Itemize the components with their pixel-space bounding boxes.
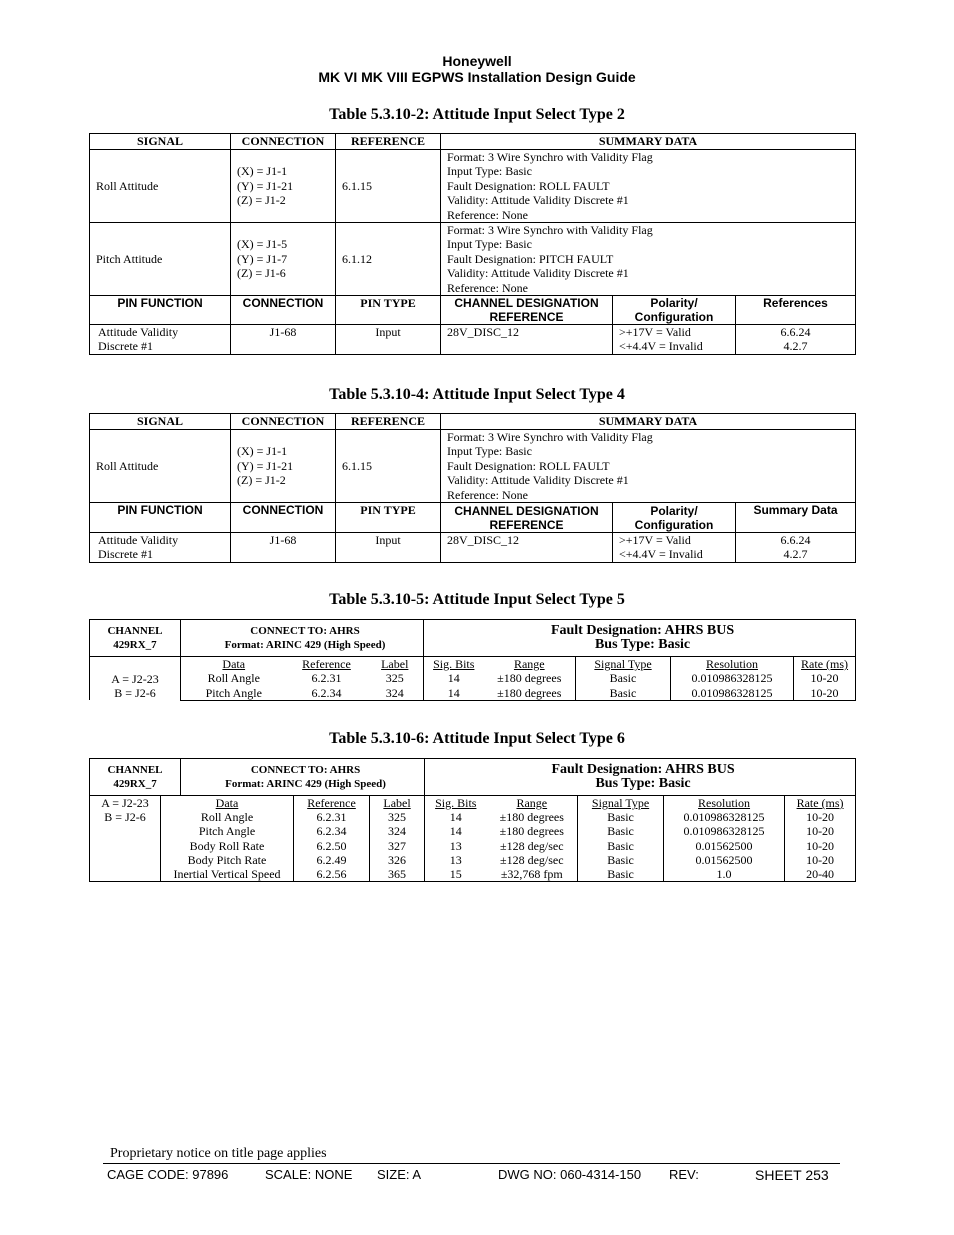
- range-cell: ±180 degrees: [484, 671, 576, 685]
- col-header-range: Range: [487, 796, 578, 811]
- resolution-cell: 0.010986328125: [664, 824, 785, 838]
- table-4-caption: Table 5.3.10-4: Attitude Input Select Type 4: [329, 386, 625, 403]
- rate-cell: 10-20: [785, 824, 856, 838]
- signal-type-cell: Basic: [578, 810, 664, 824]
- col-header-reference: Reference: [302, 657, 351, 672]
- range-cell: ±32,768 fpm: [487, 867, 578, 882]
- reference-cell: 6.2.34: [287, 686, 367, 701]
- pin-header-type: PIN TYPE: [336, 296, 441, 325]
- col-header-range: Range: [484, 657, 576, 672]
- sig-bits-cell: 14: [449, 810, 462, 825]
- sig-bits-cell: 13: [449, 838, 462, 853]
- data-cell: Roll Angle: [200, 810, 254, 825]
- resolution-cell: 1.0: [664, 867, 785, 882]
- channel-cell: CHANNEL 429RX_7: [90, 759, 181, 796]
- reference-cell: 6.2.50: [294, 839, 370, 853]
- label-cell: 324: [367, 686, 424, 701]
- pin-header-channel: CHANNEL DESIGNATION REFERENCE: [441, 503, 613, 533]
- rate-cell: 10-20: [794, 686, 856, 701]
- col-header-data: Data: [215, 796, 239, 810]
- connection-cell: (X) = J1-1 (Y) = J1-21 (Z) = J1-2: [231, 430, 336, 503]
- col-header-sig-bits: Sig. Bits: [435, 796, 477, 810]
- resolution-cell: 0.010986328125: [664, 810, 785, 824]
- resolution-cell: 0.01562500: [664, 839, 785, 853]
- signal-cell: Pitch Attitude: [90, 223, 231, 296]
- data-cell: Pitch Angle: [198, 824, 256, 839]
- table-2: [89, 133, 856, 355]
- pin-header-polarity: Polarity/ Configuration: [613, 503, 736, 533]
- reference-cell: 6.2.31: [311, 671, 342, 686]
- header-signal: SIGNAL: [90, 414, 231, 430]
- header-connection: CONNECTION: [231, 134, 336, 150]
- col-header-signal-type: Signal Type: [578, 796, 664, 811]
- signal-type-cell: Basic: [578, 853, 664, 867]
- data-cell: Pitch Angle: [181, 686, 287, 701]
- label-cell: 325: [370, 810, 425, 824]
- pins-text: A = J2-23 B = J2-6: [111, 672, 159, 701]
- pin-polarity-cell: >+17V = Valid <+4.4V = Invalid: [613, 325, 736, 355]
- rate-cell: 10-20: [794, 671, 856, 685]
- rate-cell: 10-20: [785, 839, 856, 853]
- reference-cell: 6.1.12: [336, 223, 441, 296]
- company-name: Honeywell: [442, 53, 512, 69]
- cage-code: CAGE CODE: 97896: [107, 1167, 229, 1182]
- summary-cell: Format: 3 Wire Synchro with Validity Flag Input Type: Basic Fault Designation: PITCH FAULT Validity: Attitude Validity Discrete #1 Reference: None: [441, 223, 856, 296]
- pin-header-summary-data: Summary Data: [736, 503, 856, 533]
- pin-function-cell: Attitude Validity Discrete #1: [90, 533, 231, 563]
- connection-cell: (X) = J1-5 (Y) = J1-7 (Z) = J1-6: [231, 223, 336, 296]
- signal-type-cell: Basic: [578, 824, 664, 838]
- col-header-label: Label: [370, 796, 425, 811]
- col-header-sig-bits: Sig. Bits: [433, 657, 475, 672]
- range-cell: ±128 deg/sec: [487, 853, 578, 867]
- col-header-reference: Reference: [294, 796, 370, 811]
- document-title: MK VI MK VIII EGPWS Installation Design Guide: [318, 69, 636, 85]
- table-6: [89, 758, 856, 882]
- connection-cell: (X) = J1-1 (Y) = J1-21 (Z) = J1-2: [231, 150, 336, 223]
- col-header-rate: Rate (ms): [785, 796, 856, 811]
- sheet-number: SHEET 253: [755, 1167, 829, 1183]
- pin-header-function: PIN FUNCTION: [90, 296, 231, 325]
- label-cell: 324: [370, 824, 425, 838]
- pin-channel-cell: 28V_DISC_12: [441, 325, 613, 355]
- header-reference: REFERENCE: [336, 134, 441, 150]
- pin-connection-cell: J1-68: [231, 533, 336, 563]
- signal-type-cell: Basic: [576, 671, 671, 685]
- pins-cell: [90, 657, 181, 701]
- rate-cell: 10-20: [785, 853, 856, 867]
- reference-cell: 6.2.31: [294, 810, 370, 824]
- resolution-cell: 0.01562500: [664, 853, 785, 867]
- pin-header-references: References: [736, 296, 856, 325]
- resolution-cell: 0.010986328125: [671, 686, 794, 701]
- pin-channel-cell: 28V_DISC_12: [441, 533, 613, 563]
- pin-function-cell: Attitude Validity Discrete #1: [90, 325, 231, 355]
- scale: SCALE: NONE: [265, 1167, 353, 1182]
- range-cell: ±180 degrees: [484, 686, 576, 701]
- pin-header-polarity: Polarity/ Configuration: [613, 296, 736, 325]
- range-cell: ±128 deg/sec: [487, 839, 578, 853]
- header-reference: REFERENCE: [336, 414, 441, 430]
- data-cell: Inertial Vertical Speed: [161, 867, 294, 882]
- size: SIZE: A: [377, 1167, 422, 1182]
- rate-cell: 20-40: [785, 867, 856, 882]
- col-header-resolution: Resolution: [671, 657, 794, 672]
- channel-cell: CHANNEL 429RX_7: [90, 620, 181, 657]
- pin-header-type: PIN TYPE: [336, 503, 441, 533]
- proprietary-notice: Proprietary notice on title page applies: [110, 1146, 327, 1161]
- rate-cell: 10-20: [785, 810, 856, 824]
- col-header-label: Label: [367, 657, 424, 672]
- col-header-signal-type: Signal Type: [576, 657, 671, 672]
- sig-bits-cell: 15: [425, 867, 487, 882]
- reference-cell: 6.2.56: [294, 867, 370, 882]
- pin-polarity-cell: >+17V = Valid <+4.4V = Invalid: [613, 533, 736, 563]
- range-cell: ±180 degrees: [487, 824, 578, 838]
- data-cell: Body Roll Rate: [189, 838, 265, 853]
- pin-header-connection: CONNECTION: [231, 296, 336, 325]
- signal-cell: Roll Attitude: [90, 430, 231, 503]
- col-header-resolution: Resolution: [664, 796, 785, 811]
- signal-type-cell: Basic: [578, 839, 664, 853]
- signal-type-cell: Basic: [578, 867, 664, 882]
- pins-text: A = J2-23 B = J2-6: [101, 796, 149, 825]
- connect-cell: CONNECT TO: AHRS Format: ARINC 429 (High Speed): [181, 620, 424, 657]
- pin-header-channel: CHANNEL DESIGNATION REFERENCE: [441, 296, 613, 325]
- table-5: [89, 619, 856, 701]
- header-summary-data: SUMMARY DATA: [441, 134, 856, 150]
- fault-cell: Fault Designation: AHRS BUS Bus Type: Basic: [424, 620, 856, 657]
- range-cell: ±180 degrees: [487, 810, 578, 824]
- reference-cell: 6.1.15: [336, 150, 441, 223]
- header-summary-data: SUMMARY DATA: [441, 414, 856, 430]
- fault-cell: Fault Designation: AHRS BUS Bus Type: Basic: [425, 759, 856, 796]
- reference-cell: 6.1.15: [336, 430, 441, 503]
- sig-bits-cell: 14: [449, 824, 462, 839]
- sig-bits-cell: 14: [447, 671, 460, 686]
- table-4: [89, 413, 856, 563]
- drawing-number: DWG NO: 060-4314-150: [498, 1167, 642, 1182]
- summary-cell: Format: 3 Wire Synchro with Validity Flag Input Type: Basic Fault Designation: ROLL FAULT Validity: Attitude Validity Discrete #1 Reference: None: [441, 430, 856, 503]
- col-header-data: Data: [222, 657, 246, 672]
- table-6-caption: Table 5.3.10-6: Attitude Input Select Type 6: [329, 730, 625, 747]
- pin-header-connection: CONNECTION: [231, 503, 336, 533]
- pin-type-cell: Input: [336, 533, 441, 563]
- sig-bits-cell: 13: [449, 852, 462, 867]
- pin-type-cell: Input: [336, 325, 441, 355]
- col-header-rate: Rate (ms): [794, 657, 856, 672]
- reference-cell: 6.2.49: [294, 853, 370, 867]
- table-2-caption: Table 5.3.10-2: Attitude Input Select Type 2: [329, 106, 625, 123]
- label-cell: 365: [370, 867, 425, 882]
- signal-type-cell: Basic: [576, 686, 671, 701]
- resolution-cell: 0.010986328125: [671, 671, 794, 685]
- pin-summary-cell: 6.6.24 4.2.7: [736, 533, 856, 563]
- data-cell: Body Pitch Rate: [187, 852, 267, 867]
- revision: REV:: [669, 1167, 699, 1182]
- header-signal: SIGNAL: [90, 134, 231, 150]
- pin-references-cell: 6.6.24 4.2.7: [736, 325, 856, 355]
- pin-connection-cell: J1-68: [231, 325, 336, 355]
- sig-bits-cell: 14: [424, 686, 484, 701]
- table-5-caption: Table 5.3.10-5: Attitude Input Select Type 5: [329, 591, 625, 608]
- label-cell: 325: [367, 671, 424, 685]
- label-cell: 327: [370, 839, 425, 853]
- summary-cell: Format: 3 Wire Synchro with Validity Flag Input Type: Basic Fault Designation: ROLL FAULT Validity: Attitude Validity Discrete #1 Reference: None: [441, 150, 856, 223]
- label-cell: 326: [370, 853, 425, 867]
- header-connection: CONNECTION: [231, 414, 336, 430]
- footer-divider: [103, 1163, 840, 1164]
- pin-header-function: PIN FUNCTION: [90, 503, 231, 533]
- connect-cell: CONNECT TO: AHRS Format: ARINC 429 (High Speed): [181, 759, 425, 796]
- reference-cell: 6.2.34: [294, 824, 370, 838]
- data-cell: Roll Angle: [207, 671, 260, 686]
- pins-cell: [90, 796, 161, 882]
- signal-cell: Roll Attitude: [90, 150, 231, 223]
